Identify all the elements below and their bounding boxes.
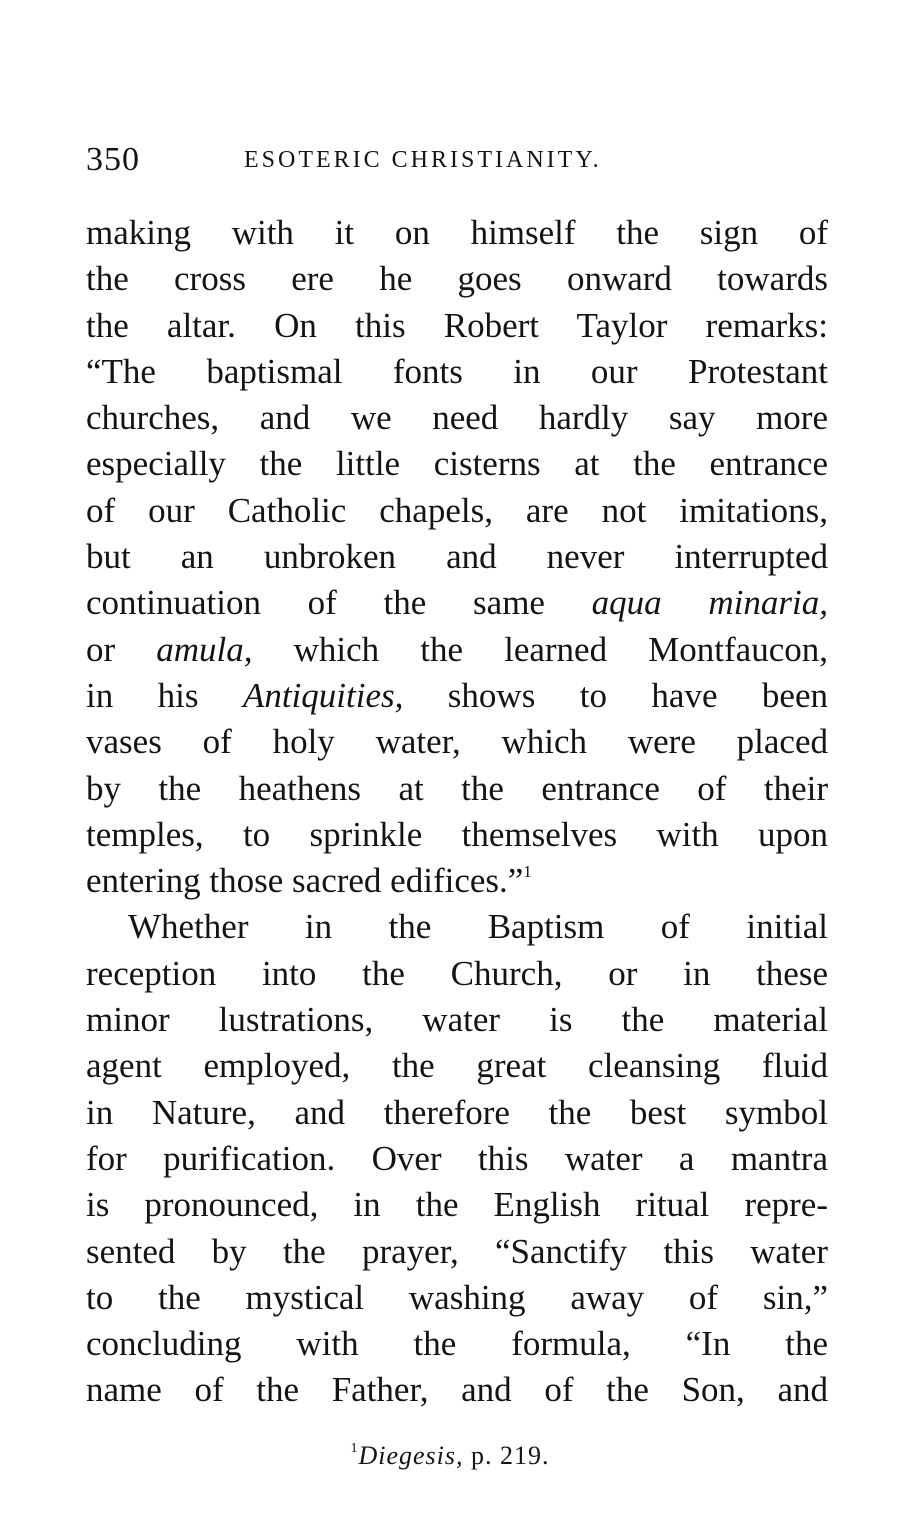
footnote xyxy=(0,1438,900,1474)
text-line: sented by the prayer, “Sanctify this water xyxy=(86,1231,828,1271)
text-line: making with it on himself the sign of xyxy=(86,213,828,252)
text-line: name of the Father, and of the Son, and xyxy=(86,1370,828,1410)
footnote-source-title: Diegesis, xyxy=(358,1441,464,1470)
text-line: concluding with the formula, “In the xyxy=(86,1324,828,1364)
text-line: the cross ere he goes onward towards xyxy=(86,259,828,299)
text-line: for purification. Over this water a mantra xyxy=(86,1138,828,1178)
line-text: continuation of the same xyxy=(86,583,592,623)
line-text: shows to have been xyxy=(403,675,828,715)
text-line: “The baptismal fonts in our Protestant xyxy=(86,351,828,391)
running-head: ESOTERIC CHRISTIANITY. xyxy=(244,147,602,173)
page-number: 350 xyxy=(86,141,140,178)
text-line: temples, to sprinkle themselves with upon xyxy=(86,814,828,854)
text-line: to the mystical washing away of sin,” xyxy=(86,1277,828,1317)
italic-phrase: amula, xyxy=(156,629,253,669)
text-line: minor lustrations, water is the material xyxy=(86,1000,828,1040)
text-line: but an unbroken and never interrupted xyxy=(86,537,828,577)
text-line xyxy=(86,858,828,904)
footnote-reference[interactable]: 1 xyxy=(523,862,532,882)
line-text: or xyxy=(86,629,157,669)
italic-phrase: aqua minaria, xyxy=(591,583,828,623)
body-text xyxy=(86,210,828,1414)
text-line: churches, and we need hardly say more xyxy=(86,398,828,438)
text-line: the altar. On this Robert Taylor remarks: xyxy=(86,305,828,345)
text-line: agent employed, the great cleansing fluid xyxy=(86,1046,828,1086)
line-text: entering those sacred edifices.” xyxy=(86,861,524,901)
text-line xyxy=(86,580,828,626)
text-line xyxy=(86,673,828,719)
line-text: which the learned Montfaucon, xyxy=(252,629,828,669)
text-line: is pronounced, in the English ritual repre- xyxy=(86,1185,828,1225)
text-line: in Nature, and therefore the best symbol xyxy=(86,1092,828,1132)
line-text: in his xyxy=(86,675,243,715)
text-line: of our Catholic chapels, are not imitations, xyxy=(86,490,828,530)
text-line: reception into the Church, or in these xyxy=(86,953,828,993)
paragraph-start-line: Whether in the Baptism of initial xyxy=(128,907,828,947)
text-line: by the heathens at the entrance of their xyxy=(86,768,828,808)
text-line: especially the little cisterns at the entrance xyxy=(86,444,828,484)
footnote-page-ref: p. 219. xyxy=(463,1441,550,1470)
text-line: vases of holy water, which were placed xyxy=(86,722,828,762)
text-line xyxy=(86,627,828,673)
footnote-mark: 1 xyxy=(350,1441,359,1456)
italic-title: Antiquities, xyxy=(242,675,404,715)
page-header xyxy=(86,138,826,182)
